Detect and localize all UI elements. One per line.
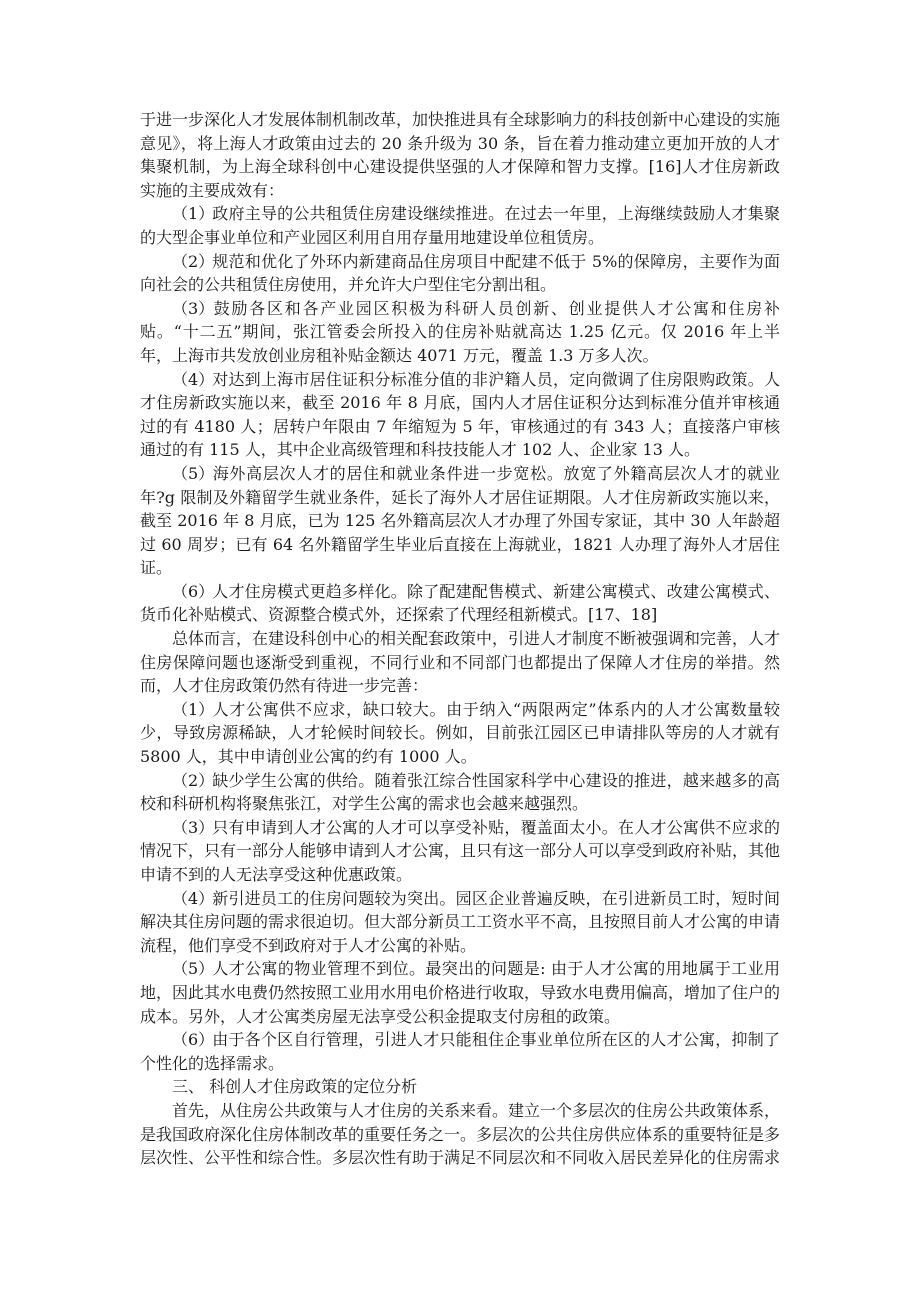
item-number: （4） xyxy=(172,888,215,908)
item-number: （6） xyxy=(172,1030,215,1050)
item-text: 人才公寓供不应求，缺口较大。由于纳入“两限两定”体系内的人才公寓数量较少，导致房源稀缺，人才轮候时间较长。例如，目前张江园区已申请排队等房的人才就有 5800 人，其中申请创业公寓的约有 1000 人。 xyxy=(140,699,780,767)
list-item xyxy=(140,698,780,769)
list-item xyxy=(140,816,780,887)
body-text xyxy=(140,108,780,1170)
item-text: 对达到上海市居住证积分标准分值的非沪籍人员，定向微调了住房限购政策。人才住房新政实施以来，截至 2016 年 8 月底，国内人才居住证积分达到标准分值并审核通过的有 4180 人；居转户年限由 7 年缩短为 5 年，审核通过的有 343 人；直接落户审核通过的有 115 人，其中企业高级管理和科技技能人才 102 人、企业家 13 人。 xyxy=(140,369,780,460)
item-text: 人才住房模式更趋多样化。除了配建配售模式、新建公寓模式、改建公寓模式、货币化补贴模式、资源整合模式外，还探索了代理经租新模式。[17、18] xyxy=(140,581,780,625)
list-item xyxy=(140,769,780,816)
item-number: （1） xyxy=(172,699,215,719)
paragraph-section-body: 首先，从住房公共政策与人才住房的关系来看。建立一个多层次的住房公共政策体系，是我国政府深化住房体制改革的重要任务之一。多层次的公共住房供应体系的重要特征是多层次性、公平性和综合性。多层次性有助于满足不同层次和不同收入居民差异化的住房需求 xyxy=(140,1100,781,1168)
item-number: （1） xyxy=(172,204,215,224)
item-text: 政府主导的公共租赁住房建设继续推进。在过去一年里，上海继续鼓励人才集聚的大型企事业单位和产业园区利用自用存量用地建设单位租赁房。 xyxy=(140,204,780,247)
list-item xyxy=(140,202,780,249)
list-item xyxy=(140,462,780,580)
list-item xyxy=(140,1028,780,1075)
section-heading: 三、 科创人才住房政策的定位分析 xyxy=(172,1077,418,1097)
item-text: 人才公寓的物业管理不到位。最突出的问题是: 由于人才公寓的用地属于工业用地，因此其水电费仍然按照工业用水用电价格进行收取，导致水电费用偏高，增加了住户的成本。另外，人才公寓类房屋无法享受公积金提取支付房租的政策。 xyxy=(140,959,781,1026)
item-text: 缺少学生公寓的供给。随着张江综合性国家科学中心建设的推进，越来越多的高校和科研机构将聚焦张江，对学生公寓的需求也会越来越强烈。 xyxy=(140,770,780,814)
list-item xyxy=(140,297,780,368)
item-number: （5） xyxy=(172,959,215,979)
item-text: 由于各个区自行管理，引进人才只能租住企事业单位所在区的人才公寓，抑制了个性化的选择需求。 xyxy=(140,1030,780,1073)
list-item xyxy=(140,580,780,627)
item-text: 只有申请到人才公寓的人才可以享受补贴，覆盖面太小。在人才公寓供不应求的情况下，只有一部分人能够申请到人才公寓，且只有这一部分人可以享受到政府补贴，其他申请不到的人无法享受这种优惠政策。 xyxy=(140,817,781,884)
item-number: （3） xyxy=(172,817,215,837)
item-text: 新引进员工的住房问题较为突出。园区企业普遍反映，在引进新员工时，短时间解决其住房问题的需求很迫切。但大部分新员工工资水平不高，且按照目前人才公寓的申请流程，他们享受不到政府对于人才公寓的补贴。 xyxy=(140,888,781,955)
item-number: （4） xyxy=(172,369,215,389)
item-text: 鼓励各区和各产业园区积极为科研人员创新、创业提供人才公寓和住房补贴。“十二五”期间，张江管委会所投入的住房补贴就高达 1.25 亿元。仅 2016 年上半年，上海市共发放创业房租补贴金额达 4071 万元，覆盖 1.3 万多人次。 xyxy=(140,298,780,365)
item-text: 规范和优化了外环内新建商品住房项目中配建不低于 5%的保障房，主要作为面向社会的公共租赁住房使用，并允许大户型住宅分割出租。 xyxy=(140,251,780,295)
list-item xyxy=(140,368,780,462)
list-item xyxy=(140,250,780,297)
item-number: （2） xyxy=(172,770,215,790)
item-number: （3） xyxy=(172,298,215,318)
paragraph-summary: 总体而言，在建设科创中心的相关配套政策中，引进人才制度不断被强调和完善，人才住房保障问题也逐渐受到重视，不同行业和不同部门也都提出了保障人才住房的举措。然而，人才住房政策仍然有待进一步完善： xyxy=(140,629,781,696)
item-text: 海外高层次人才的居住和就业条件进一步宽松。放宽了外籍高层次人才的就业年?g 限制及外籍留学生就业条件，延长了海外人才居住证期限。人才住房新政实施以来，截至 2016 年 8 月底，已为 125 名外籍高层次人才办理了外国专家证，其中 30 人年龄超过 60 周岁；已有 64 名外籍留学生毕业后直接在上海就业，1821 人办理了海外人才居住证。 xyxy=(140,463,780,578)
paragraph-intro: 于进一步深化人才发展体制机制改革，加快推进具有全球影响力的科技创新中心建设的实施意见》，将上海人才政策由过去的 20 条升级为 30 条，旨在着力推动建立更加开放的人才集聚机制，为上海全球科创中心建设提供坚强的人才保障和智力支撑。[16]人才住房新政实施的主要成效有： xyxy=(140,110,781,200)
item-number: （6） xyxy=(172,581,215,601)
list-item xyxy=(140,957,780,1028)
item-number: （2） xyxy=(172,251,215,271)
list-item xyxy=(140,887,780,958)
item-number: （5） xyxy=(172,463,215,483)
